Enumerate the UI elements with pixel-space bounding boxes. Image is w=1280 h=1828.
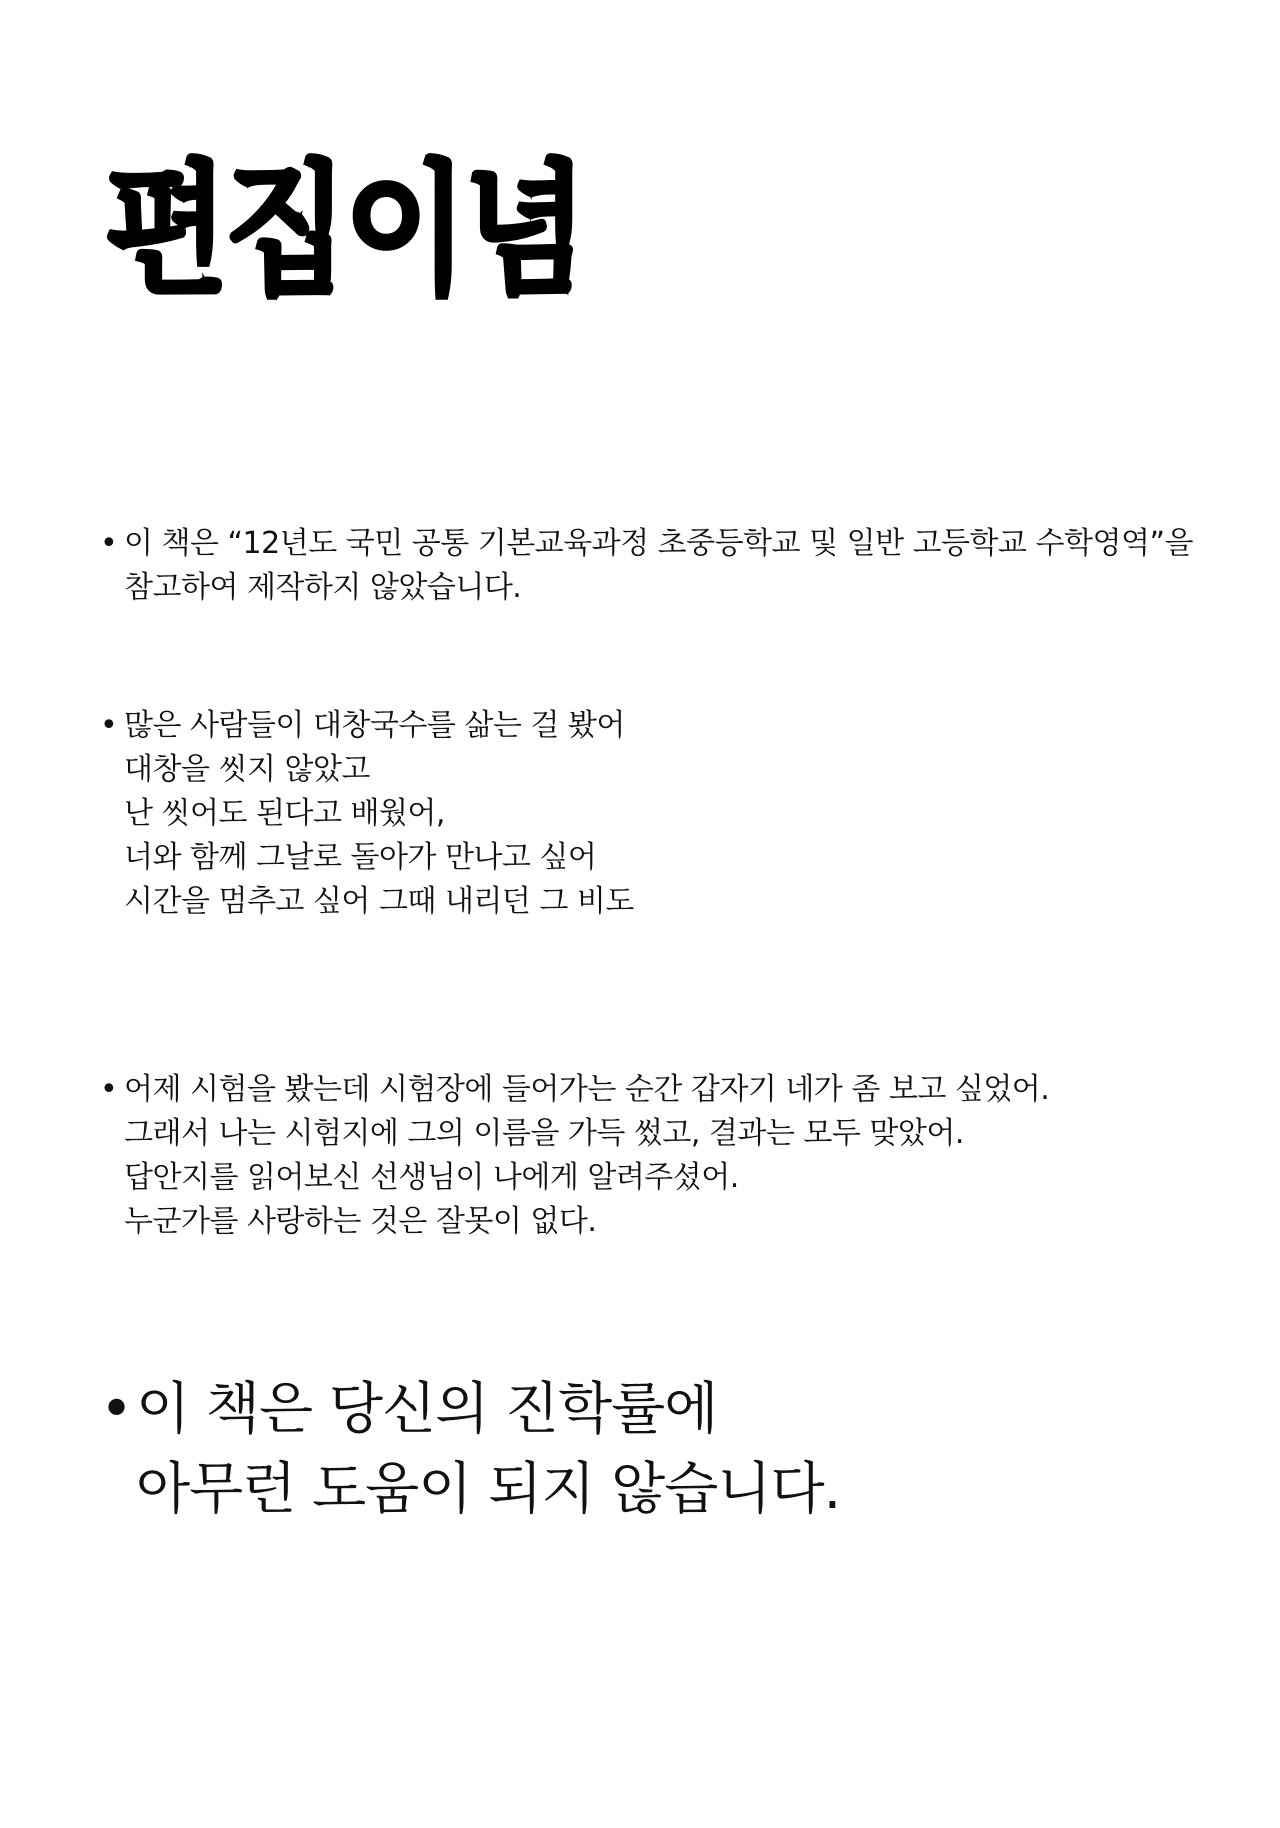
- notice-line: 난 씻어도 된다고 배웠어,: [124, 796, 445, 831]
- notice-item-curriculum: [100, 522, 1220, 610]
- notice-line: 이 책은 “12년도 국민 공통 기본교육과정 초중등학교 및 일반 고등학교 수학영역”을: [124, 526, 1193, 561]
- notice-line: 누군가를 사랑하는 것은 잘못이 없다.: [124, 1204, 597, 1239]
- notice-line: 많은 사람들이 대창국수를 삶는 걸 봤어: [124, 708, 625, 743]
- notice-item-lyrics: [100, 704, 1220, 924]
- disclaimer-line: 이 책은 당신의 진학률에: [136, 1377, 718, 1442]
- notice-line: 그래서 나는 시험지에 그의 이름을 가득 썼고, 결과는 모두 맞았어.: [124, 1116, 964, 1151]
- bullet: •: [100, 708, 118, 743]
- notice-item-disclaimer: [100, 1370, 1220, 1530]
- disclaimer-text: [136, 1370, 1220, 1530]
- notice-item-exam: [100, 1068, 1220, 1244]
- notice-line: 시간을 멈추고 싶어 그때 내리던 그 비도: [124, 884, 634, 919]
- notice-line: 너와 함께 그날로 돌아가 만나고 싶어: [124, 840, 597, 875]
- bullet: •: [100, 1377, 133, 1442]
- notice-text: [124, 704, 1220, 924]
- disclaimer-line: 아무런 도움이 되지 않습니다.: [136, 1457, 841, 1522]
- page-title: 편집이념: [105, 147, 584, 315]
- notice-line: 대창을 씻지 않았고: [124, 752, 370, 787]
- notice-line: 어제 시험을 봤는데 시험장에 들어가는 순간 갑자기 네가 좀 보고 싶었어.: [124, 1072, 1050, 1107]
- bullet: •: [100, 526, 118, 561]
- notice-text: [124, 522, 1220, 610]
- bullet: •: [100, 1072, 118, 1107]
- notice-text: [124, 1068, 1220, 1244]
- notice-line: 참고하여 제작하지 않았습니다.: [124, 570, 522, 605]
- notice-line: 답안지를 읽어보신 선생님이 나에게 알려주셨어.: [124, 1160, 739, 1195]
